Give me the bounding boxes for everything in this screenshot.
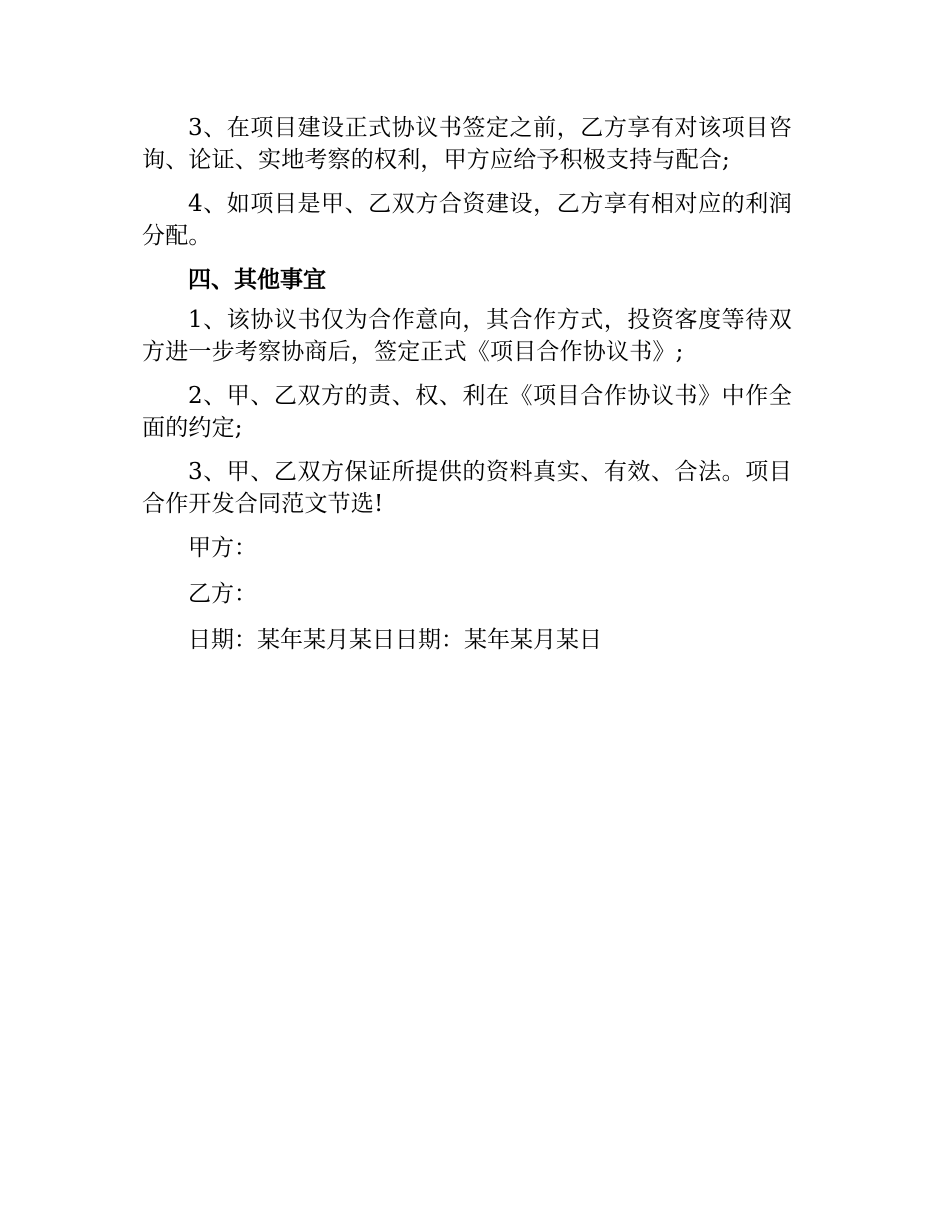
clause-paragraph: 3、在项目建设正式协议书签定之前，乙方享有对该项目咨询、论证、实地考察的权利，甲方应给予积极支持与配合; <box>142 115 792 173</box>
party-b-signature: 乙方： <box>188 581 257 607</box>
document-body <box>142 112 792 670</box>
clause-paragraph: 4、如项目是甲、乙双方合资建设，乙方享有相对应的利润分配。 <box>142 191 792 249</box>
clause-paragraph: 2、甲、乙双方的责、权、利在《项目合作协议书》中作全面的约定; <box>142 383 792 441</box>
date-line: 日期：某年某月某日日期：某年某月某日 <box>188 627 602 653</box>
section-heading: 四、其他事宜 <box>188 267 326 293</box>
clause-paragraph: 1、该协议书仅为合作意向，其合作方式，投资客度等待双方进一步考察协商后，签定正式《项目合作协议书》; <box>142 307 792 365</box>
clause-paragraph: 3、甲、乙双方保证所提供的资料真实、有效、合法。项目合作开发合同范文节选! <box>142 459 792 517</box>
party-a-signature: 甲方： <box>188 535 257 561</box>
